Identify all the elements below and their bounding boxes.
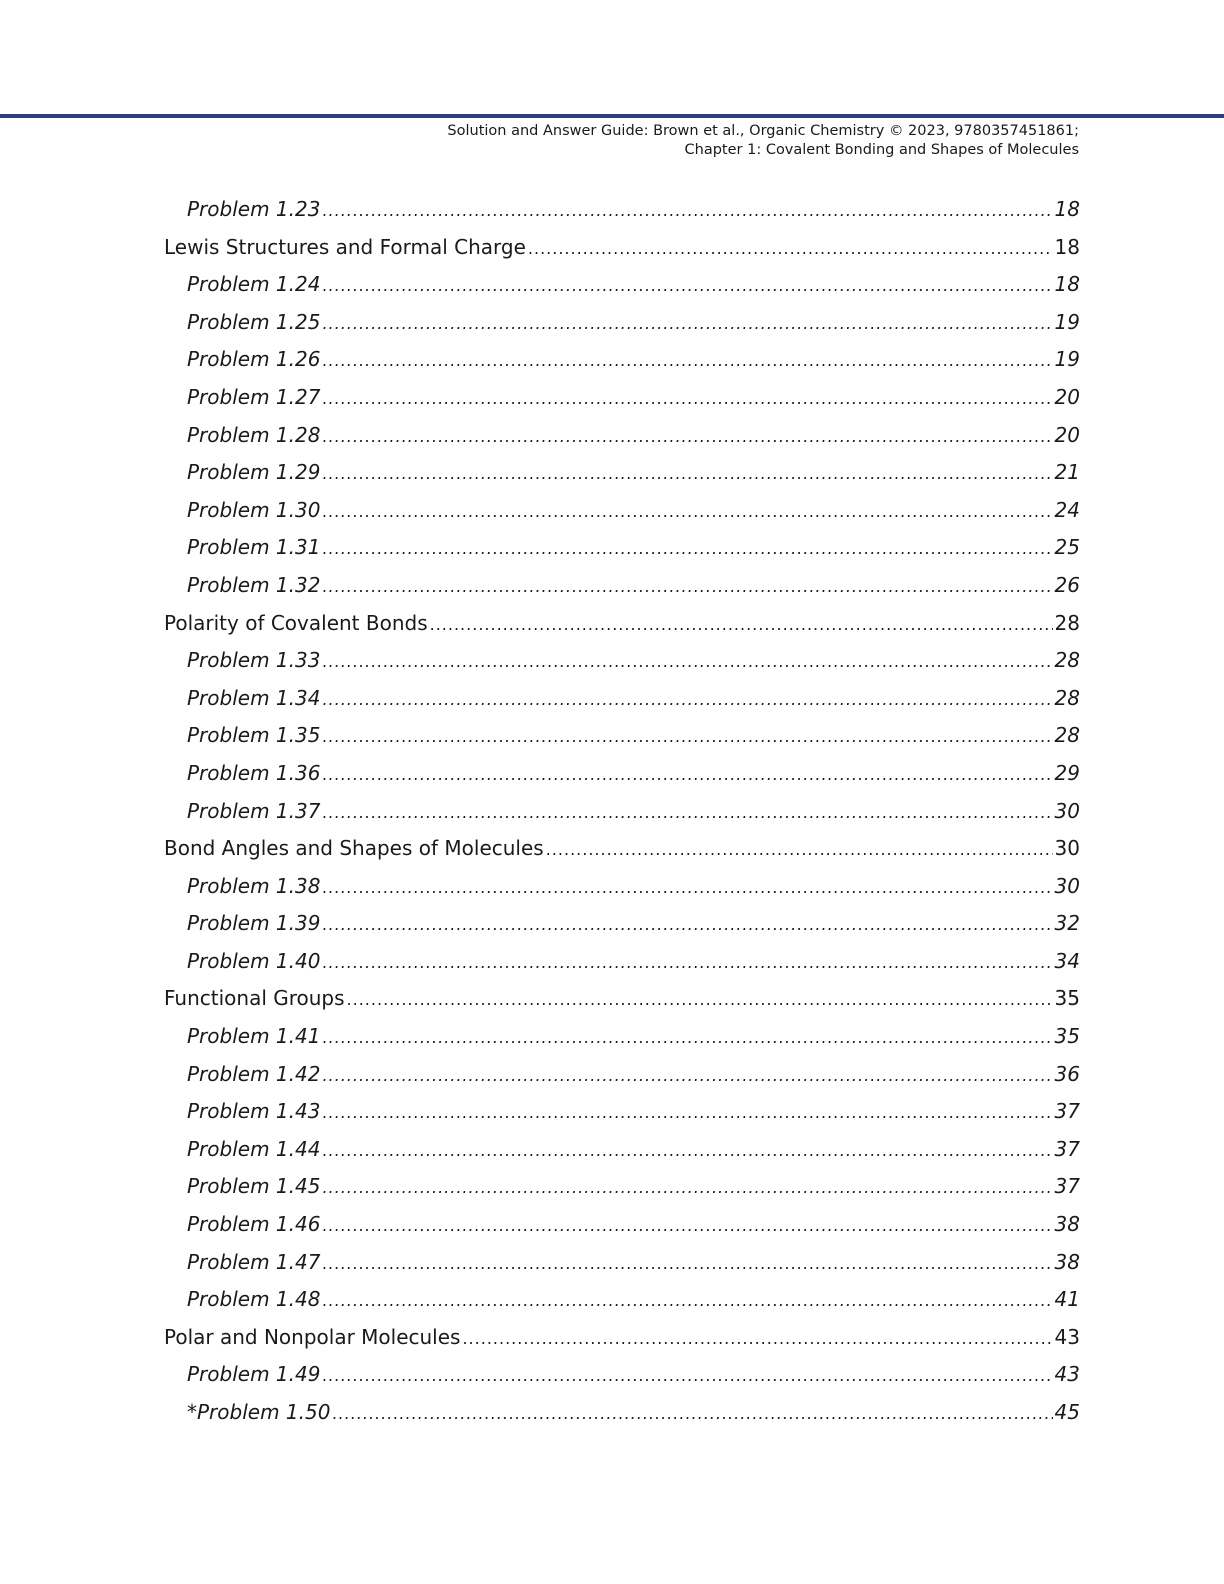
toc-entry-title: Problem 1.43 <box>187 1099 321 1124</box>
dot-leader <box>528 230 1053 268</box>
toc-entry-title: Problem 1.39 <box>187 911 321 936</box>
running-header <box>447 122 1079 160</box>
dot-leader <box>322 1132 1052 1170</box>
toc-entry-page-number: 35 <box>1054 986 1080 1011</box>
toc-entry-title: *Problem 1.50 <box>187 1400 331 1424</box>
toc-problem-entry[interactable] <box>164 793 1080 831</box>
toc-entry-title: Functional Groups <box>164 986 345 1011</box>
toc-entry-page-number: 30 <box>1054 798 1080 823</box>
toc-entry-title: Problem 1.29 <box>187 460 321 485</box>
toc-entry-title: Problem 1.34 <box>187 685 321 710</box>
toc-entry-title: Problem 1.37 <box>187 798 321 823</box>
toc-entry-page-number: 37 <box>1054 1174 1080 1199</box>
toc-entry-page-number: 19 <box>1054 347 1080 372</box>
toc-problem-entry[interactable] <box>164 492 1080 530</box>
toc-entry-page-number: 38 <box>1054 1249 1080 1274</box>
toc-entry-title: Problem 1.45 <box>187 1174 321 1199</box>
dot-leader <box>322 1207 1052 1245</box>
toc-entry-title: Polar and Nonpolar Molecules <box>164 1324 461 1349</box>
toc-problem-entry[interactable] <box>164 1131 1080 1169</box>
toc-entry-title: Bond Angles and Shapes of Molecules <box>164 836 544 861</box>
dot-leader <box>322 681 1052 719</box>
toc-problem-entry[interactable] <box>164 417 1080 455</box>
toc-problem-entry[interactable] <box>164 1281 1080 1319</box>
dot-leader <box>322 1094 1052 1132</box>
dot-leader <box>322 455 1052 493</box>
toc-problem-entry[interactable] <box>164 567 1080 605</box>
toc-entry-page-number: 37 <box>1054 1136 1080 1161</box>
toc-section-entry[interactable] <box>164 980 1080 1018</box>
toc-entry-page-number: 18 <box>1054 272 1080 297</box>
dot-leader <box>322 530 1052 568</box>
dot-leader <box>322 1357 1052 1395</box>
toc-problem-entry[interactable] <box>164 717 1080 755</box>
toc-problem-entry[interactable] <box>164 341 1080 379</box>
dot-leader <box>546 831 1053 869</box>
toc-entry-title: Problem 1.32 <box>187 572 321 597</box>
toc-problem-entry[interactable] <box>164 304 1080 342</box>
dot-leader <box>322 342 1052 380</box>
dot-leader <box>322 794 1052 832</box>
table-of-contents <box>164 191 1080 1432</box>
toc-entry-page-number: 20 <box>1054 422 1080 447</box>
dot-leader <box>322 267 1052 305</box>
toc-problem-entry[interactable] <box>164 1168 1080 1206</box>
dot-leader <box>322 1282 1052 1320</box>
toc-entry-page-number: 28 <box>1054 648 1080 673</box>
toc-entry-page-number: 20 <box>1054 384 1080 409</box>
toc-entry-title: Problem 1.27 <box>187 384 321 409</box>
toc-entry-title: Problem 1.40 <box>187 948 321 973</box>
toc-problem-entry[interactable] <box>164 529 1080 567</box>
dot-leader <box>322 305 1052 343</box>
dot-leader <box>322 380 1052 418</box>
toc-problem-entry[interactable] <box>164 454 1080 492</box>
toc-problem-entry[interactable] <box>164 755 1080 793</box>
toc-problem-entry[interactable] <box>164 1394 1080 1432</box>
dot-leader <box>322 944 1052 982</box>
dot-leader <box>322 756 1052 794</box>
toc-entry-title: Lewis Structures and Formal Charge <box>164 234 526 259</box>
toc-entry-page-number: 24 <box>1054 497 1080 522</box>
toc-entry-title: Problem 1.38 <box>187 873 321 898</box>
toc-entry-title: Problem 1.31 <box>187 535 321 560</box>
toc-entry-page-number: 45 <box>1054 1400 1080 1424</box>
dot-leader <box>322 1019 1052 1057</box>
header-line-2: Chapter 1: Covalent Bonding and Shapes of Molecules <box>684 142 1079 158</box>
dot-leader <box>322 1169 1052 1207</box>
dot-leader <box>322 718 1052 756</box>
dot-leader <box>322 906 1052 944</box>
toc-entry-page-number: 36 <box>1054 1061 1080 1086</box>
toc-problem-entry[interactable] <box>164 1056 1080 1094</box>
dot-leader <box>332 1395 1052 1433</box>
toc-problem-entry[interactable] <box>164 1356 1080 1394</box>
dot-leader <box>322 869 1052 907</box>
toc-section-entry[interactable] <box>164 830 1080 868</box>
toc-entry-title: Problem 1.25 <box>187 309 321 334</box>
toc-entry-page-number: 43 <box>1054 1362 1080 1387</box>
toc-problem-entry[interactable] <box>164 266 1080 304</box>
dot-leader <box>322 643 1052 681</box>
toc-entry-title: Problem 1.23 <box>187 197 321 221</box>
dot-leader <box>347 981 1053 1019</box>
toc-entry-title: Problem 1.46 <box>187 1212 321 1237</box>
toc-section-entry[interactable] <box>164 229 1080 267</box>
toc-entry-page-number: 28 <box>1054 610 1080 635</box>
toc-entry-title: Problem 1.47 <box>187 1249 321 1274</box>
dot-leader <box>430 606 1053 644</box>
toc-entry-title: Problem 1.28 <box>187 422 321 447</box>
toc-entry-title: Problem 1.26 <box>187 347 321 372</box>
toc-entry-title: Problem 1.35 <box>187 723 321 748</box>
toc-entry-page-number: 34 <box>1054 948 1080 973</box>
toc-section-entry[interactable] <box>164 1319 1080 1357</box>
toc-entry-page-number: 32 <box>1054 911 1080 936</box>
toc-entry-page-number: 19 <box>1054 309 1080 334</box>
dot-leader <box>322 1057 1052 1095</box>
dot-leader <box>462 1320 1052 1358</box>
toc-problem-entry[interactable] <box>164 1093 1080 1131</box>
toc-problem-entry[interactable] <box>164 191 1080 229</box>
toc-entry-title: Problem 1.24 <box>187 272 321 297</box>
toc-section-entry[interactable] <box>164 605 1080 643</box>
toc-entry-page-number: 38 <box>1054 1212 1080 1237</box>
toc-entry-page-number: 30 <box>1054 836 1080 861</box>
dot-leader <box>322 568 1052 606</box>
dot-leader <box>322 418 1052 456</box>
toc-entry-page-number: 18 <box>1054 197 1080 221</box>
toc-entry-title: Problem 1.48 <box>187 1287 321 1312</box>
toc-entry-page-number: 30 <box>1054 873 1080 898</box>
toc-problem-entry[interactable] <box>164 379 1080 417</box>
toc-problem-entry[interactable] <box>164 868 1080 906</box>
toc-entry-page-number: 25 <box>1054 535 1080 560</box>
toc-entry-title: Polarity of Covalent Bonds <box>164 610 428 635</box>
toc-entry-title: Problem 1.33 <box>187 648 321 673</box>
toc-entry-page-number: 37 <box>1054 1099 1080 1124</box>
toc-problem-entry[interactable] <box>164 1018 1080 1056</box>
toc-entry-page-number: 18 <box>1054 234 1080 259</box>
toc-entry-page-number: 41 <box>1054 1287 1080 1312</box>
toc-problem-entry[interactable] <box>164 943 1080 981</box>
toc-entry-title: Problem 1.44 <box>187 1136 321 1161</box>
toc-entry-title: Problem 1.36 <box>187 760 321 785</box>
header-line-1: Solution and Answer Guide: Brown et al., Organic Chemistry © 2023, 9780357451861; <box>447 123 1079 139</box>
toc-problem-entry[interactable] <box>164 1244 1080 1282</box>
toc-entry-page-number: 26 <box>1054 572 1080 597</box>
toc-entry-page-number: 29 <box>1054 760 1080 785</box>
toc-entry-page-number: 35 <box>1054 1024 1080 1049</box>
toc-entry-page-number: 28 <box>1054 723 1080 748</box>
toc-entry-page-number: 21 <box>1054 460 1080 485</box>
toc-entry-title: Problem 1.41 <box>187 1024 321 1049</box>
toc-entry-title: Problem 1.49 <box>187 1362 321 1387</box>
header-rule <box>0 114 1224 118</box>
dot-leader <box>322 1245 1052 1283</box>
toc-problem-entry[interactable] <box>164 1206 1080 1244</box>
toc-problem-entry[interactable] <box>164 905 1080 943</box>
toc-entry-title: Problem 1.42 <box>187 1061 321 1086</box>
toc-problem-entry[interactable] <box>164 642 1080 680</box>
toc-problem-entry[interactable] <box>164 680 1080 718</box>
toc-entry-page-number: 28 <box>1054 685 1080 710</box>
toc-entry-page-number: 43 <box>1054 1324 1080 1349</box>
dot-leader <box>322 493 1052 531</box>
toc-entry-title: Problem 1.30 <box>187 497 321 522</box>
dot-leader <box>322 192 1052 230</box>
